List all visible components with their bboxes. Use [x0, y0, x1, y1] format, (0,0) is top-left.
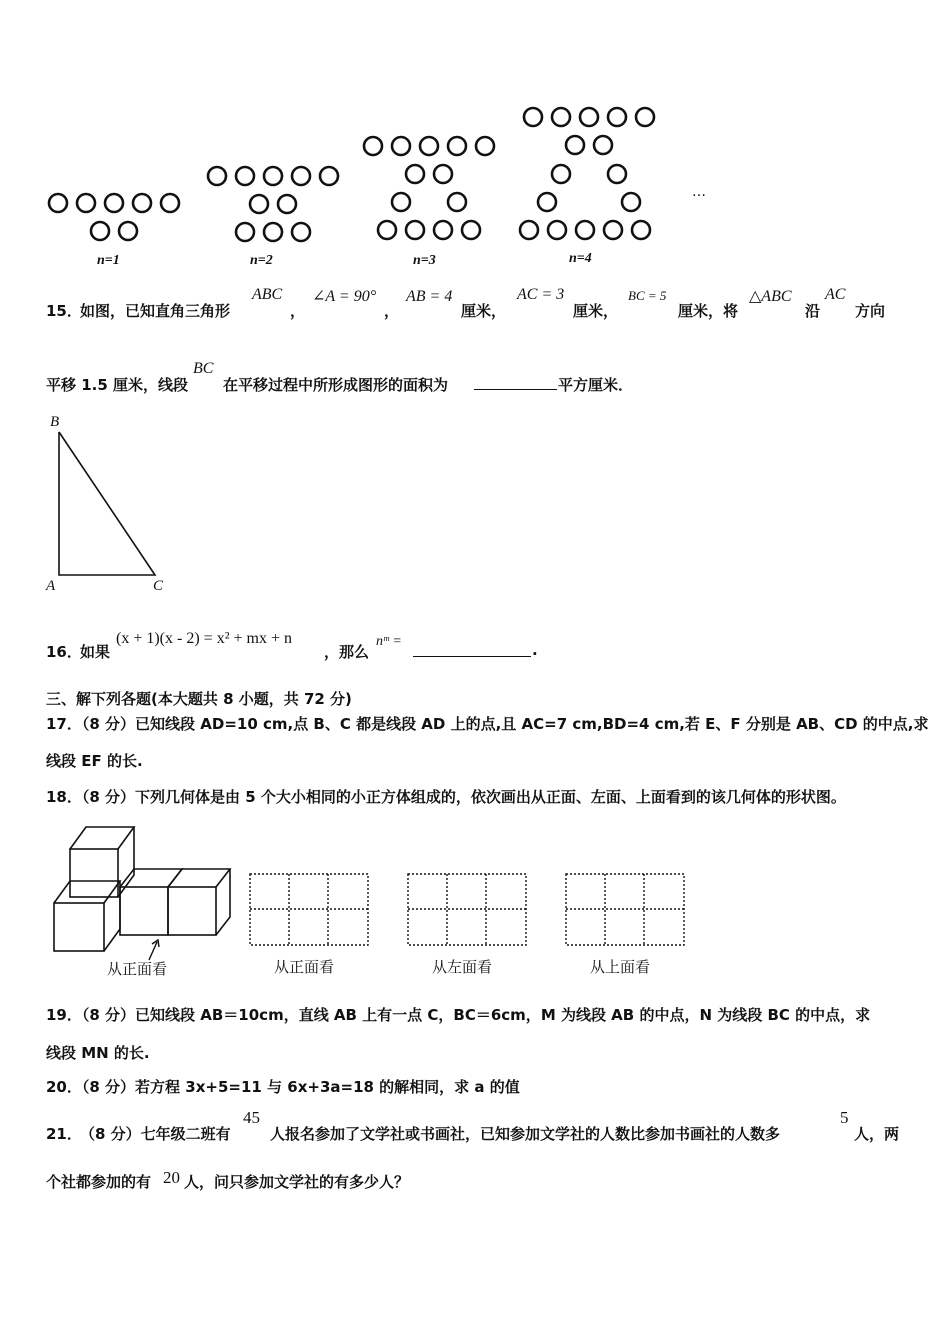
label-n3: n=3	[413, 253, 436, 268]
vertex-a-label: A	[46, 578, 56, 594]
question-18-line1	[46, 786, 846, 807]
grid-front-view[interactable]	[248, 872, 370, 947]
question-17-line1	[46, 713, 929, 734]
q15-math-ab: AB = 4	[406, 288, 453, 305]
caption-left-view: 从左面看	[432, 958, 493, 976]
question-19-line1	[46, 1004, 870, 1025]
cube-right	[168, 869, 230, 935]
triangle-abc	[59, 432, 155, 575]
question-16	[46, 628, 926, 668]
q15-line2-c: 平方厘米．	[558, 376, 634, 394]
ellipsis: …	[692, 184, 706, 200]
pattern-n2	[208, 167, 338, 241]
cube-front	[54, 881, 120, 951]
q21-text-2: 人报名参加了文学社或书画社，已知参加文学社的人数比参加书画社的人数多	[270, 1125, 781, 1143]
q18-text-1: （8 分）下列几何体是由 5 个大小相同的小正方体组成的，依次画出从正面、左面、上面看到的该几何体的形状图。	[81, 788, 846, 806]
q15-text-along: 沿	[805, 302, 821, 320]
q16-text-2: ，那么	[324, 643, 370, 661]
q16-text-1: 如果	[80, 643, 111, 661]
q15-math-bc: BC = 5	[628, 288, 667, 303]
q21-text-3: 人，两	[854, 1125, 900, 1143]
q19-number: 19．	[46, 1006, 82, 1024]
q16-answer-blank[interactable]	[413, 642, 531, 657]
q18-number: 18．	[46, 788, 82, 806]
q21-line2-b: 人，问只参加文学社的有多少人？	[184, 1173, 410, 1191]
q21-math-5: 5	[840, 1108, 849, 1127]
vertex-b-label: B	[50, 414, 60, 430]
section-3-title: 三、解下列各题(本大题共 8 小题，共 72 分)	[46, 690, 352, 708]
q19-text-1: （8 分）已知线段 AB＝10cm，直线 AB 上有一点 C，BC＝6cm，M 为线段 AB 的中点，N 为线段 BC 的中点，求	[81, 1006, 871, 1024]
q21-number: 21．	[46, 1125, 82, 1143]
q15-line2-a: 平移 1.5 厘米，线段	[46, 376, 189, 394]
q15-comma-1: ，	[290, 302, 306, 320]
vertex-c-label: C	[153, 578, 164, 594]
q15-math-angle: ∠A = 90°	[312, 288, 377, 305]
caption-front-view: 从正面看	[274, 958, 335, 976]
label-n1: n=1	[97, 253, 120, 268]
q15-math-ac: AC = 3	[517, 286, 565, 303]
q15-text-cm2: 厘米，	[573, 302, 619, 320]
circle-pattern-figure	[40, 100, 740, 275]
cube-solid-figure	[48, 822, 243, 962]
pattern-n4	[520, 108, 654, 239]
caption-top-view: 从上面看	[590, 958, 651, 976]
grid-top-view[interactable]	[564, 872, 686, 947]
q15-line2-b: 在平移过程中所形成图形的面积为	[223, 376, 449, 394]
q16-math-nm: nᵐ =	[376, 634, 402, 649]
question-21-line2	[46, 1165, 926, 1195]
q21-line2-a: 个社都参加的有	[46, 1173, 152, 1191]
question-15-line2	[46, 360, 926, 400]
q15-math-bc2: BC	[193, 360, 214, 377]
q15-math-ac2: AC	[825, 286, 846, 303]
cube-middle	[120, 869, 182, 935]
label-n2: n=2	[250, 253, 273, 268]
q15-answer-blank[interactable]	[474, 375, 557, 390]
q21-text-1: （8 分）七年级二班有	[80, 1125, 231, 1143]
front-view-arrow	[149, 940, 159, 960]
q15-number: 15．	[46, 302, 82, 320]
q15-math-abc: ABC	[252, 286, 283, 303]
q20-number: 20．	[46, 1078, 82, 1096]
grid-left-view[interactable]	[406, 872, 528, 947]
q15-text-direction: 方向	[855, 302, 886, 320]
q15-text-cm3: 厘米，将	[678, 302, 739, 320]
question-20	[46, 1076, 520, 1097]
right-triangle-figure	[40, 410, 180, 600]
label-n4: n=4	[569, 251, 592, 266]
q16-math-equation: (x + 1)(x - 2) = x² + mx + n	[116, 630, 292, 647]
pattern-n3	[364, 137, 494, 239]
q15-text-1: 如图，已知直角三角形	[80, 302, 231, 320]
question-15-line1	[46, 288, 926, 328]
q21-math-45: 45	[243, 1108, 260, 1127]
caption-figure-front: 从正面看	[107, 960, 168, 978]
q19-text-2: 线段 MN 的长.	[46, 1044, 150, 1062]
q15-math-triangle: △ABC	[749, 288, 792, 305]
q17-text-2: 线段 EF 的长.	[46, 752, 143, 770]
pattern-n1	[49, 194, 179, 240]
q16-number: 16．	[46, 643, 82, 661]
q20-text: （8 分）若方程 3x+5=11 与 6x+3a=18 的解相同，求 a 的值	[81, 1078, 520, 1096]
q15-comma-2: ，	[384, 302, 400, 320]
q21-math-20: 20	[163, 1168, 180, 1187]
q16-text-3: .	[532, 641, 538, 659]
q17-text-1: （8 分）已知线段 AD=10 cm,点 B、C 都是线段 AD 上的点,且 AC=7 cm,BD=4 cm,若 E、F 分别是 AB、CD 的中点,求	[81, 715, 929, 733]
q17-number: 17．	[46, 715, 82, 733]
q15-text-cm1: 厘米，	[461, 302, 507, 320]
question-21-line1	[46, 1108, 926, 1148]
